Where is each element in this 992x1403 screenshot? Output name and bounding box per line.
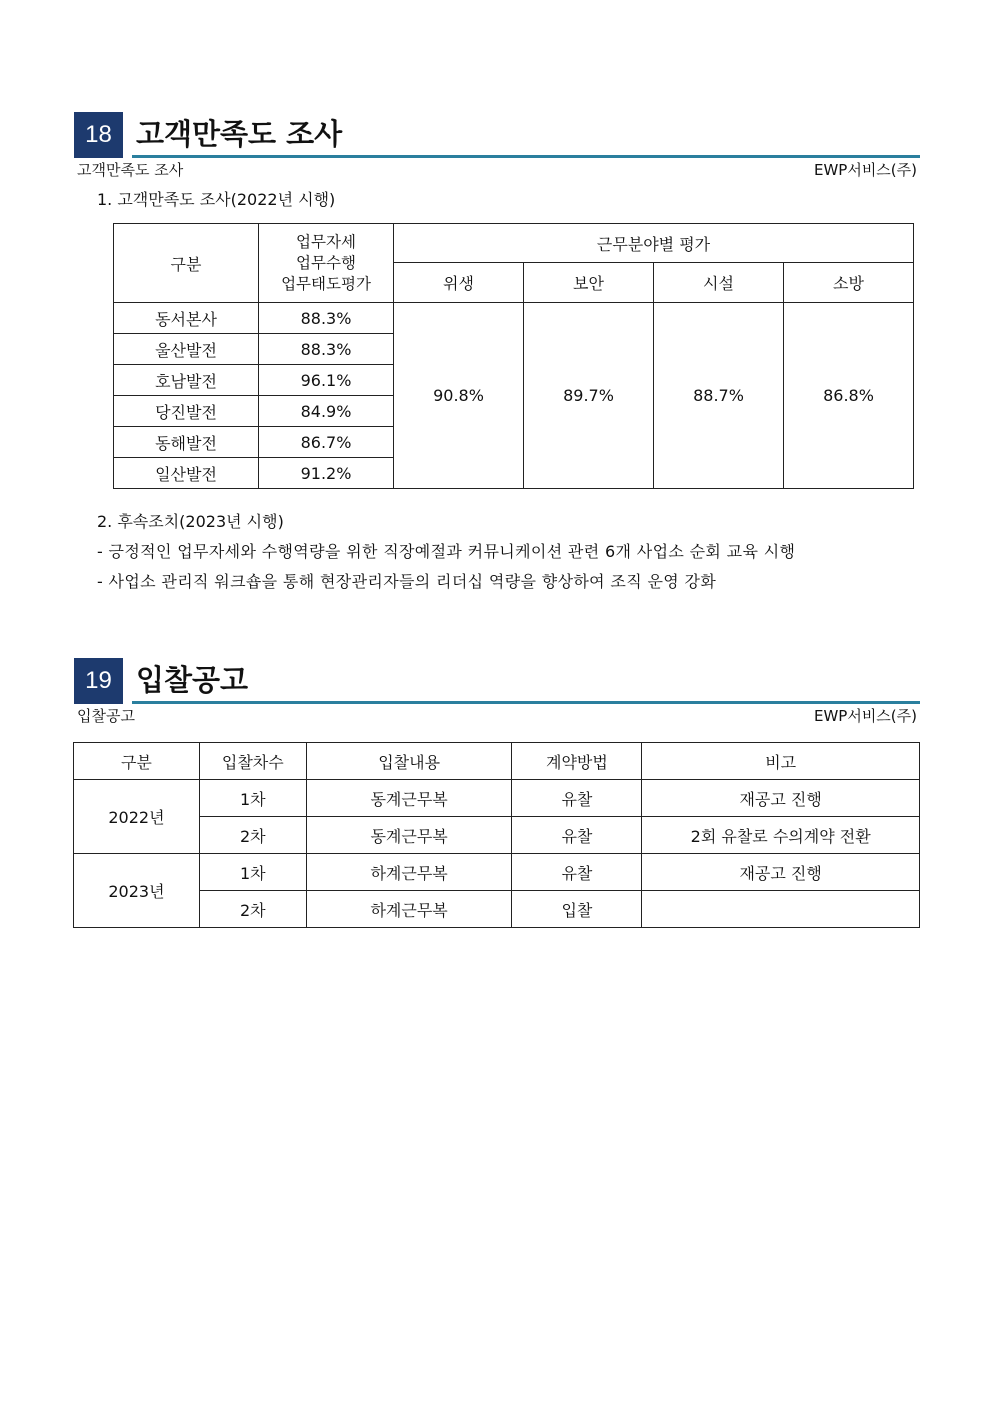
content-cell: 하계근무복 (306, 854, 512, 891)
row-score: 86.7% (259, 427, 394, 458)
subheader-right: EWP서비스(주) (813, 161, 917, 179)
row-score: 91.2% (259, 458, 394, 489)
note-cell: 재공고 진행 (642, 854, 920, 891)
bullet-2: - 사업소 관리직 워크숍을 통해 현장관리자들의 리더십 역량을 향상하여 조직 운영 강화 (97, 572, 717, 591)
header-field-facility: 시설 (654, 263, 784, 303)
table-row (74, 780, 920, 817)
header-category: 구분 (114, 224, 259, 303)
header-note: 비고 (642, 743, 920, 780)
year-cell: 2023년 (74, 854, 200, 928)
subheader-right: EWP서비스(주) (813, 707, 917, 725)
row-name: 울산발전 (114, 334, 259, 365)
header-field-hygiene: 위생 (394, 263, 524, 303)
section-number-badge: 19 (74, 658, 123, 704)
header-method: 계약방법 (512, 743, 642, 780)
item-heading-2: 2. 후속조치(2023년 시행) (97, 512, 284, 531)
round-cell: 2차 (199, 891, 306, 928)
header-field-security: 보안 (524, 263, 654, 303)
row-score: 84.9% (259, 396, 394, 427)
row-name: 당진발전 (114, 396, 259, 427)
subheader-left: 고객만족도 조사 (77, 161, 184, 179)
section-title: 고객만족도 조사 (136, 117, 343, 151)
header-attitude-line1: 업무자세 (296, 232, 356, 251)
row-name: 동해발전 (114, 427, 259, 458)
content-cell: 동계근무복 (306, 780, 512, 817)
note-cell: 재공고 진행 (642, 780, 920, 817)
method-cell: 유찰 (512, 854, 642, 891)
round-cell: 2차 (199, 817, 306, 854)
section-19-header (74, 658, 920, 704)
row-name: 일산발전 (114, 458, 259, 489)
year-cell: 2022년 (74, 780, 200, 854)
item-heading-1: 1. 고객만족도 조사(2022년 시행) (97, 190, 336, 209)
section-title: 입찰공고 (136, 663, 249, 697)
method-cell: 유찰 (512, 780, 642, 817)
section-number-badge: 18 (74, 112, 123, 158)
subheader-left: 입찰공고 (77, 707, 135, 725)
note-cell (642, 891, 920, 928)
row-name: 동서본사 (114, 303, 259, 334)
row-score: 88.3% (259, 334, 394, 365)
section-title-rule (132, 701, 920, 704)
header-field-fire: 소방 (784, 263, 914, 303)
bullet-1: - 긍정적인 업무자세와 수행역량을 위한 직장예절과 커뮤니케이션 관련 6개 사업소 순회 교육 시행 (97, 542, 796, 561)
table-row (74, 817, 920, 854)
row-score: 96.1% (259, 365, 394, 396)
round-cell: 1차 (199, 854, 306, 891)
value-hygiene: 90.8% (394, 303, 524, 489)
table-row (74, 891, 920, 928)
value-facility: 88.7% (654, 303, 784, 489)
header-row (74, 743, 920, 780)
table-row (74, 854, 920, 891)
header-field-group: 근무분야별 평가 (394, 224, 914, 263)
header-attitude-line3: 업무태도평가 (281, 274, 371, 293)
method-cell: 입찰 (512, 891, 642, 928)
round-cell: 1차 (199, 780, 306, 817)
row-score: 88.3% (259, 303, 394, 334)
header-content: 입찰내용 (306, 743, 512, 780)
content-cell: 동계근무복 (306, 817, 512, 854)
method-cell: 유찰 (512, 817, 642, 854)
value-security: 89.7% (524, 303, 654, 489)
note-cell: 2회 유찰로 수의계약 전환 (642, 817, 920, 854)
header-attitude-line2: 업무수행 (296, 253, 356, 272)
header-round: 입찰차수 (199, 743, 306, 780)
content-cell: 하계근무복 (306, 891, 512, 928)
value-fire: 86.8% (784, 303, 914, 489)
header-category: 구분 (74, 743, 200, 780)
bid-table (73, 742, 920, 928)
row-name: 호남발전 (114, 365, 259, 396)
